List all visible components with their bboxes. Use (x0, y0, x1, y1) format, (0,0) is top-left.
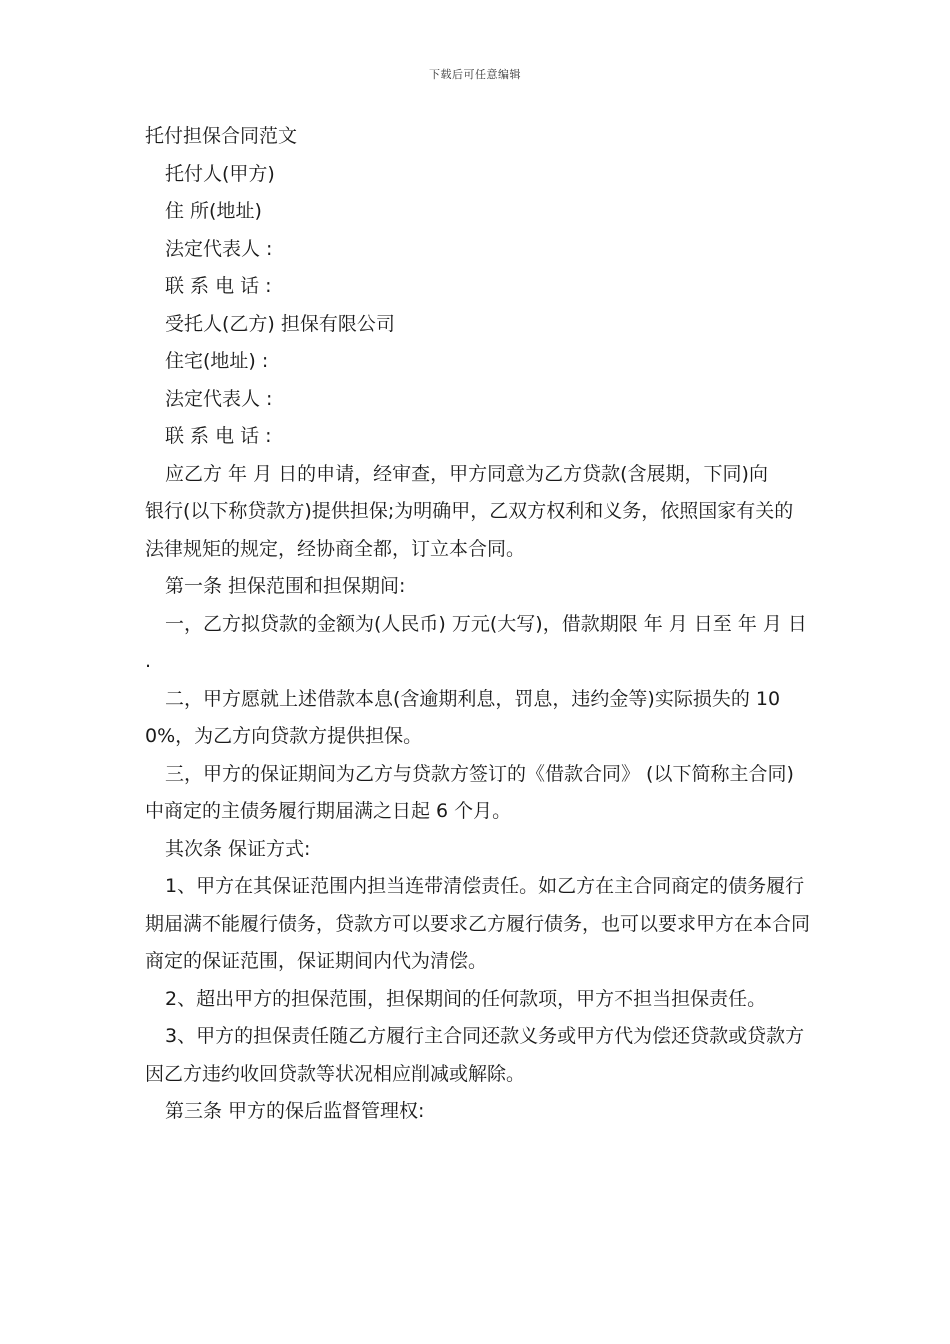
paragraph-application: 应乙方 年 月 日的申请，经审查，甲方同意为乙方贷款(含展期，下同)向 (165, 462, 768, 485)
document-title: 托付担保合同范文 (145, 125, 298, 147)
article-2-item-1: 1、甲方在其保证范围内担当连带清偿责任。如乙方在主合同商定的债务履行期届满不能履行债务，贷款方可以要求乙方履行债务，也可以要求甲方在本合同商定的保证范围，保证期间内代为清偿。 (145, 875, 811, 972)
article-1-item-3: 三，甲方的保证期间为乙方与贷款方签订的《借款合同》 (以下简称主合同)中商定的主债务履行期届满之日起 6 个月。 (145, 762, 794, 822)
article-1-item-1: 一，乙方拟贷款的金额为(人民币) 万元(大写)，借款期限 年 月 日至 年 月 日 . (145, 612, 807, 672)
article-2-item-2: 2、超出甲方的担保范围，担保期间的任何款项，甲方不担当担保责任。 (165, 987, 767, 1010)
document-body (145, 118, 810, 1131)
page-header: 下载后可任意编辑 (429, 68, 521, 81)
article-2-heading: 其次条 保证方式: (165, 837, 311, 860)
paragraph-trustee-address: 住宅(地址) : (165, 350, 269, 372)
article-2-item-3: 3、甲方的担保责任随乙方履行主合同还款义务或甲方代为偿还贷款或贷款方因乙方违约收回贷款等状况相应削减或解除。 (145, 1025, 805, 1085)
paragraph-trustee-phone: 联 系 电 话 : (165, 425, 272, 447)
article-3-heading: 第三条 甲方的保后监督管理权: (165, 1100, 425, 1122)
paragraph-principal: 托付人(甲方) (165, 162, 275, 185)
article-1-heading: 第一条 担保范围和担保期间: (165, 575, 406, 597)
paragraph-principal-address: 住 所(地址) (165, 200, 262, 222)
paragraph-trustee-representative: 法定代表人 : (165, 387, 273, 410)
paragraph-trustee: 受托人(乙方) 担保有限公司 (165, 312, 395, 335)
paragraph-principal-phone: 联 系 电 话 : (165, 275, 272, 297)
paragraph-principal-representative: 法定代表人 : (165, 237, 273, 260)
article-1-item-2: 二，甲方愿就上述借款本息(含逾期利息，罚息，违约金等)实际损失的 100%，为乙方向贷款方提供担保。 (145, 687, 781, 747)
paragraph-purpose: 银行(以下称贷款方)提供担保;为明确甲，乙双方权利和义务，依照国家有关的法律规矩的规定，经协商全都，订立本合同。 (145, 500, 794, 560)
